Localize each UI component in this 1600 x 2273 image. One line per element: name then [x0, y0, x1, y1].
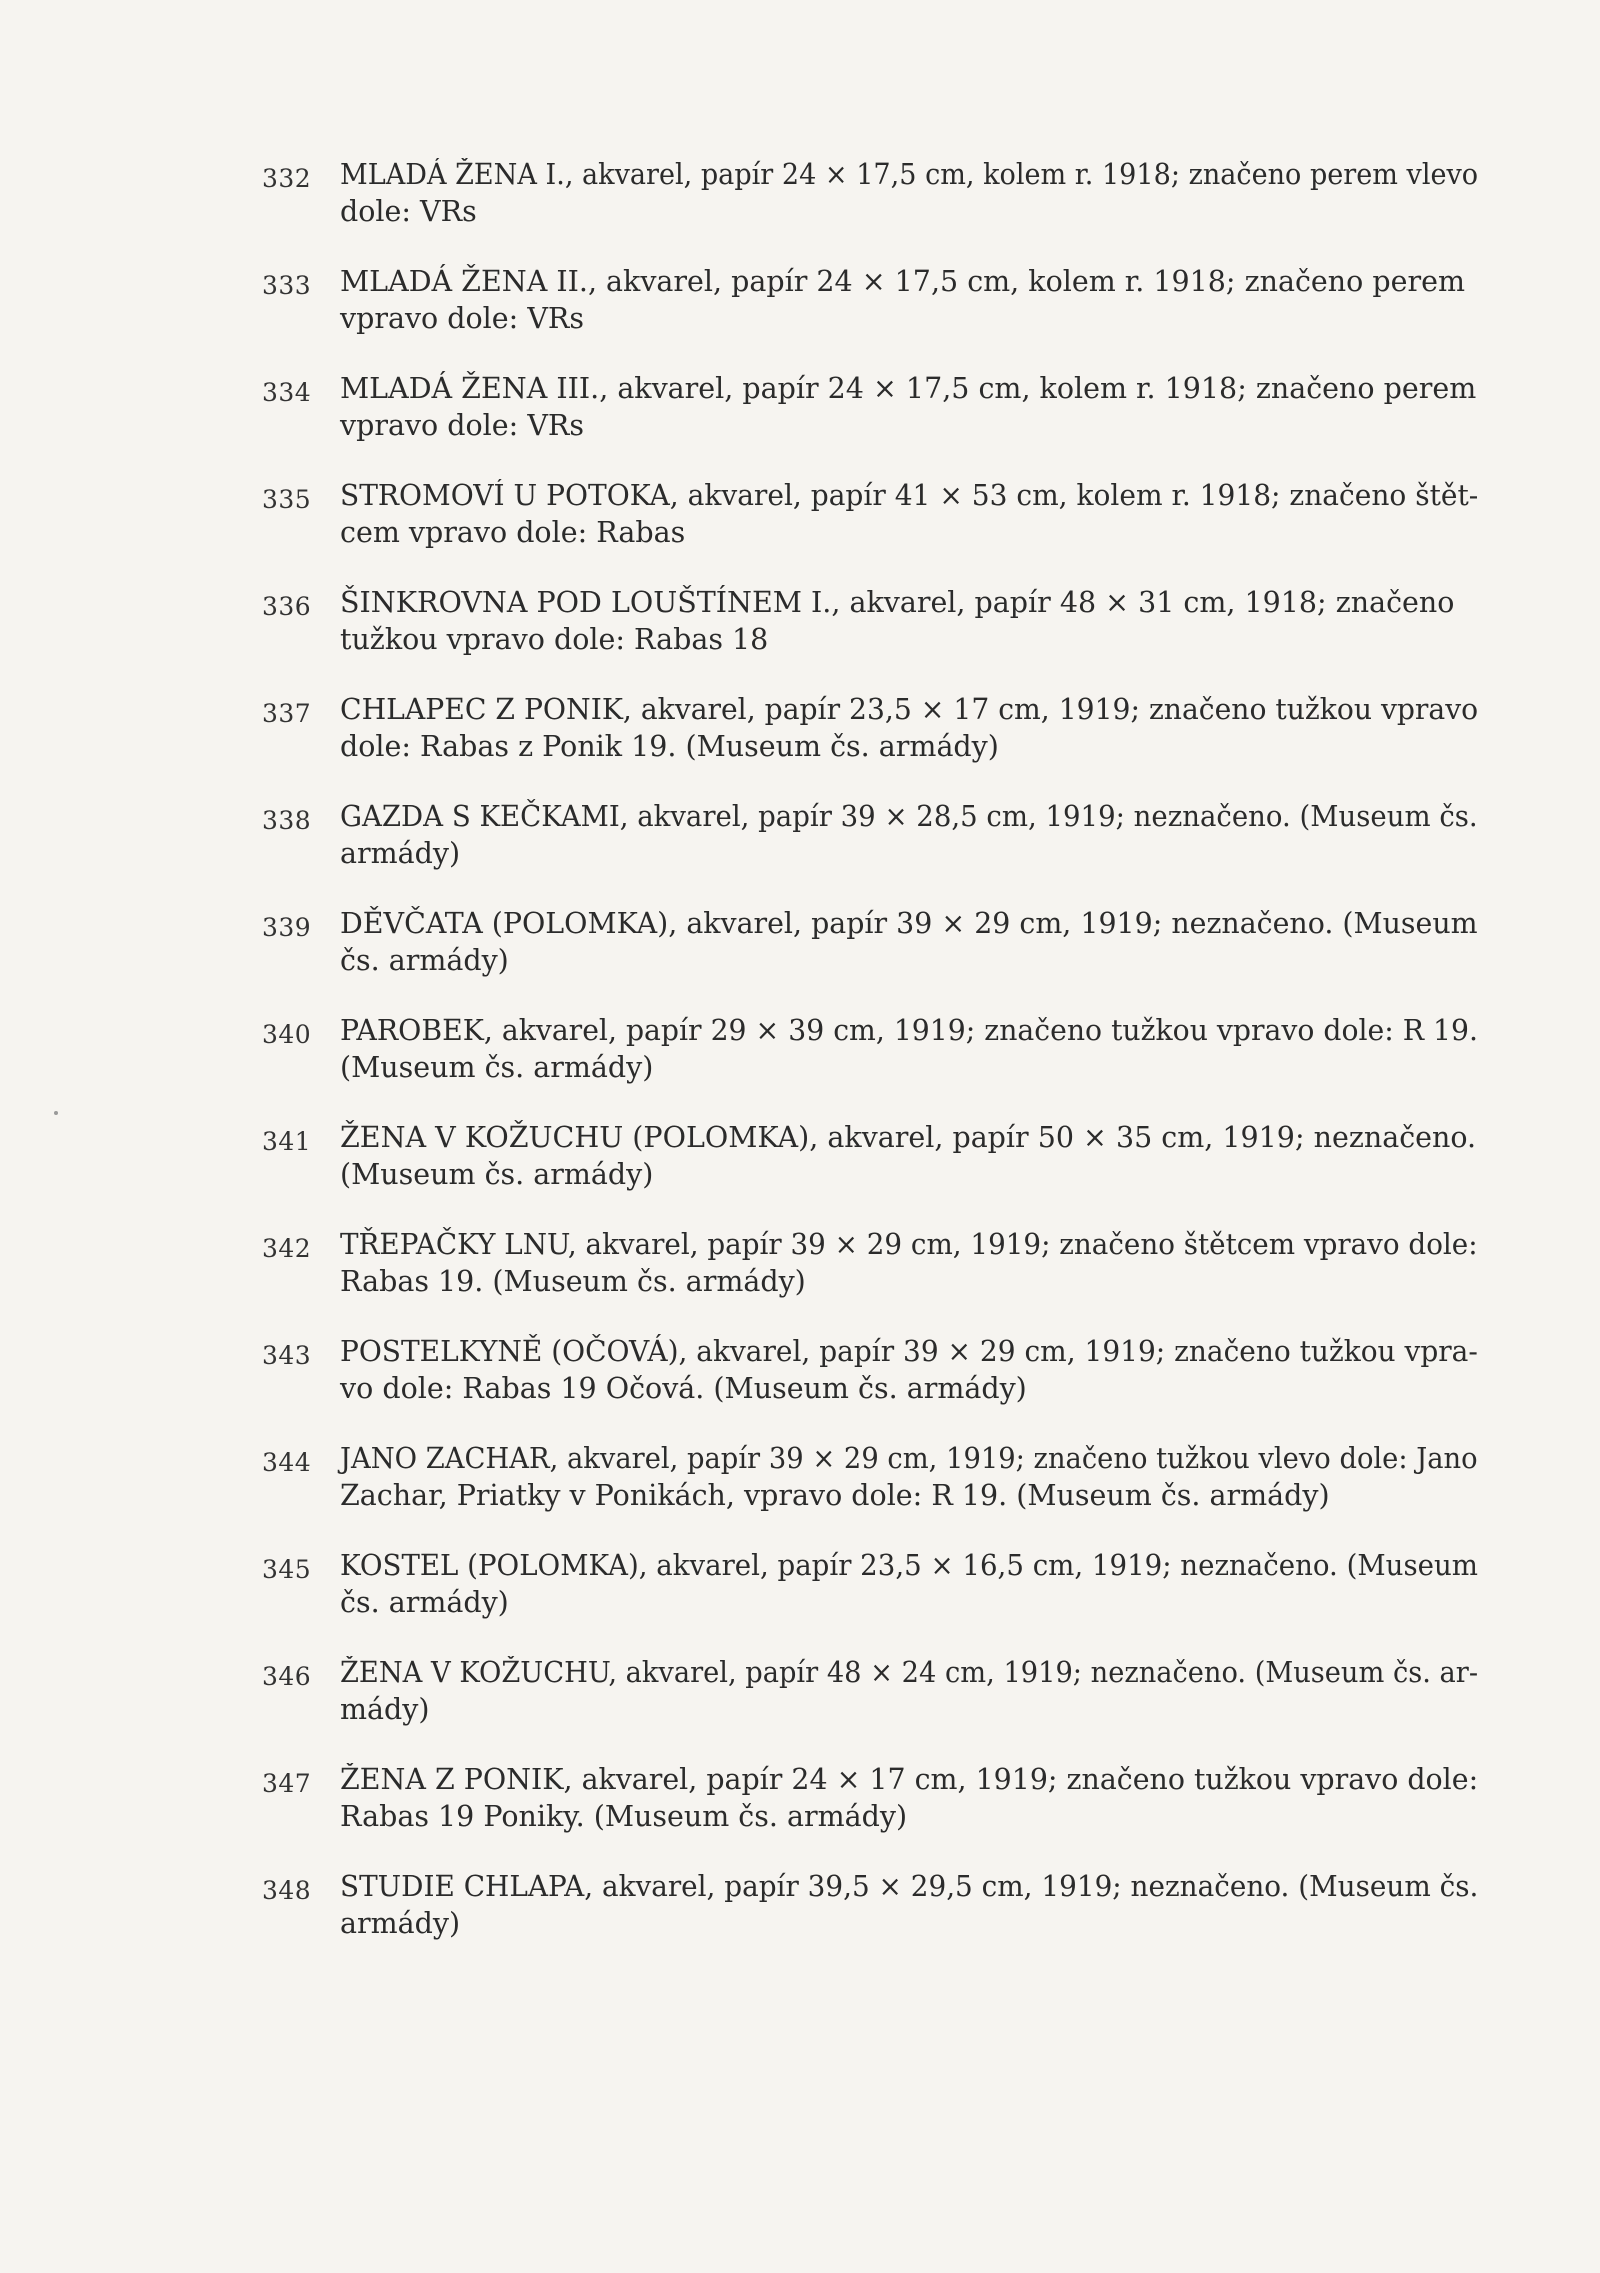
entry-number: 333	[262, 271, 312, 300]
entry-description	[340, 477, 1478, 551]
entry-description	[340, 1012, 1478, 1086]
entry-description	[340, 1440, 1478, 1514]
entry-number: 342	[262, 1234, 312, 1263]
entry-line: STROMOVÍ U POTOKA, akvarel, papír 41 × 53 cm, kolem r. 1918; značeno štět-	[340, 479, 1479, 512]
entry-line: vo dole: Rabas 19 Očová. (Museum čs. armády)	[340, 1372, 1027, 1405]
entry-line: STUDIE CHLAPA, akvarel, papír 39,5 × 29,5 cm, 1919; neznačeno. (Museum čs.	[340, 1870, 1479, 1903]
entry-line: čs. armády)	[340, 944, 509, 977]
entry-description	[340, 691, 1478, 765]
entry-description	[340, 1654, 1478, 1728]
entry-line: (Museum čs. armády)	[340, 1158, 654, 1191]
entry-line: ŽENA Z PONIK, akvarel, papír 24 × 17 cm, 1919; značeno tužkou vpravo dole:	[340, 1763, 1479, 1796]
entry-number: 341	[262, 1127, 312, 1156]
entry-line: CHLAPEC Z PONIK, akvarel, papír 23,5 × 17 cm, 1919; značeno tužkou vpravo	[340, 693, 1479, 726]
entry-line: Rabas 19. (Museum čs. armády)	[340, 1265, 806, 1298]
entry-line: mády)	[340, 1693, 430, 1726]
entry-line: ŽENA V KOŽUCHU, akvarel, papír 48 × 24 cm, 1919; neznačeno. (Museum čs. ar-	[340, 1656, 1479, 1689]
entry-line: vpravo dole: VRs	[340, 409, 584, 442]
entry-line: Rabas 19 Poniky. (Museum čs. armády)	[340, 1800, 908, 1833]
entry-line: GAZDA S KEČKAMI, akvarel, papír 39 × 28,5 cm, 1919; neznačeno. (Museum čs.	[340, 800, 1478, 833]
entry-number: 335	[262, 485, 312, 514]
entry-line: PAROBEK, akvarel, papír 29 × 39 cm, 1919; značeno tužkou vpravo dole: R 19.	[340, 1014, 1479, 1047]
entry-description	[340, 1119, 1478, 1193]
entry-line: MLADÁ ŽENA I., akvarel, papír 24 × 17,5 cm, kolem r. 1918; značeno perem vlevo	[340, 158, 1479, 191]
entry-number: 334	[262, 378, 312, 407]
entry-line: dole: Rabas z Ponik 19. (Museum čs. armády)	[340, 730, 999, 763]
entry-description	[340, 1333, 1478, 1407]
entry-line: MLADÁ ŽENA III., akvarel, papír 24 × 17,5 cm, kolem r. 1918; značeno perem	[340, 372, 1477, 405]
entry-description	[340, 1761, 1478, 1835]
entry-number: 343	[262, 1341, 312, 1370]
entry-line: vpravo dole: VRs	[340, 302, 584, 335]
entry-number: 345	[262, 1555, 312, 1584]
entry-number: 337	[262, 699, 312, 728]
entry-line: ŠINKROVNA POD LOUŠTÍNEM I., akvarel, papír 48 × 31 cm, 1918; značeno	[340, 586, 1455, 619]
entry-number: 340	[262, 1020, 312, 1049]
entry-line: tužkou vpravo dole: Rabas 18	[340, 623, 769, 656]
entry-description	[340, 1226, 1478, 1300]
entry-description	[340, 905, 1478, 979]
entry-line: POSTELKYNĚ (OČOVÁ), akvarel, papír 39 × 29 cm, 1919; značeno tužkou vpra-	[340, 1335, 1478, 1368]
entry-description	[340, 263, 1478, 337]
entry-description	[340, 156, 1478, 230]
entry-line: dole: VRs	[340, 195, 477, 228]
entry-line: MLADÁ ŽENA II., akvarel, papír 24 × 17,5 cm, kolem r. 1918; značeno perem	[340, 265, 1465, 298]
entry-description	[340, 370, 1478, 444]
entry-line: DĚVČATA (POLOMKA), akvarel, papír 39 × 29 cm, 1919; neznačeno. (Museum	[340, 907, 1478, 940]
entry-line: ŽENA V KOŽUCHU (POLOMKA), akvarel, papír 50 × 35 cm, 1919; neznačeno.	[340, 1121, 1477, 1154]
entry-line: TŘEPAČKY LNU, akvarel, papír 39 × 29 cm, 1919; značeno štětcem vpravo dole:	[340, 1228, 1478, 1261]
entry-line: armády)	[340, 837, 461, 870]
entry-line: cem vpravo dole: Rabas	[340, 516, 686, 549]
entry-line: Zachar, Priatky v Ponikách, vpravo dole: R 19. (Museum čs. armády)	[340, 1479, 1330, 1512]
entry-description	[340, 1547, 1478, 1621]
entry-number: 332	[262, 164, 312, 193]
entry-line: JANO ZACHAR, akvarel, papír 39 × 29 cm, 1919; značeno tužkou vlevo dole: Jano	[340, 1442, 1478, 1475]
entry-line: armády)	[340, 1907, 461, 1940]
entry-number: 346	[262, 1662, 312, 1691]
entry-description	[340, 1868, 1478, 1942]
entry-description	[340, 584, 1478, 658]
entry-line: KOSTEL (POLOMKA), akvarel, papír 23,5 × 16,5 cm, 1919; neznačeno. (Museum	[340, 1549, 1478, 1582]
entry-number: 336	[262, 592, 312, 621]
entry-description	[340, 798, 1478, 872]
entry-number: 339	[262, 913, 312, 942]
entry-line: čs. armády)	[340, 1586, 509, 1619]
entry-number: 344	[262, 1448, 312, 1477]
entry-line: (Museum čs. armády)	[340, 1051, 654, 1084]
entry-number: 347	[262, 1769, 312, 1798]
entry-number: 338	[262, 806, 312, 835]
entry-number: 348	[262, 1876, 312, 1905]
